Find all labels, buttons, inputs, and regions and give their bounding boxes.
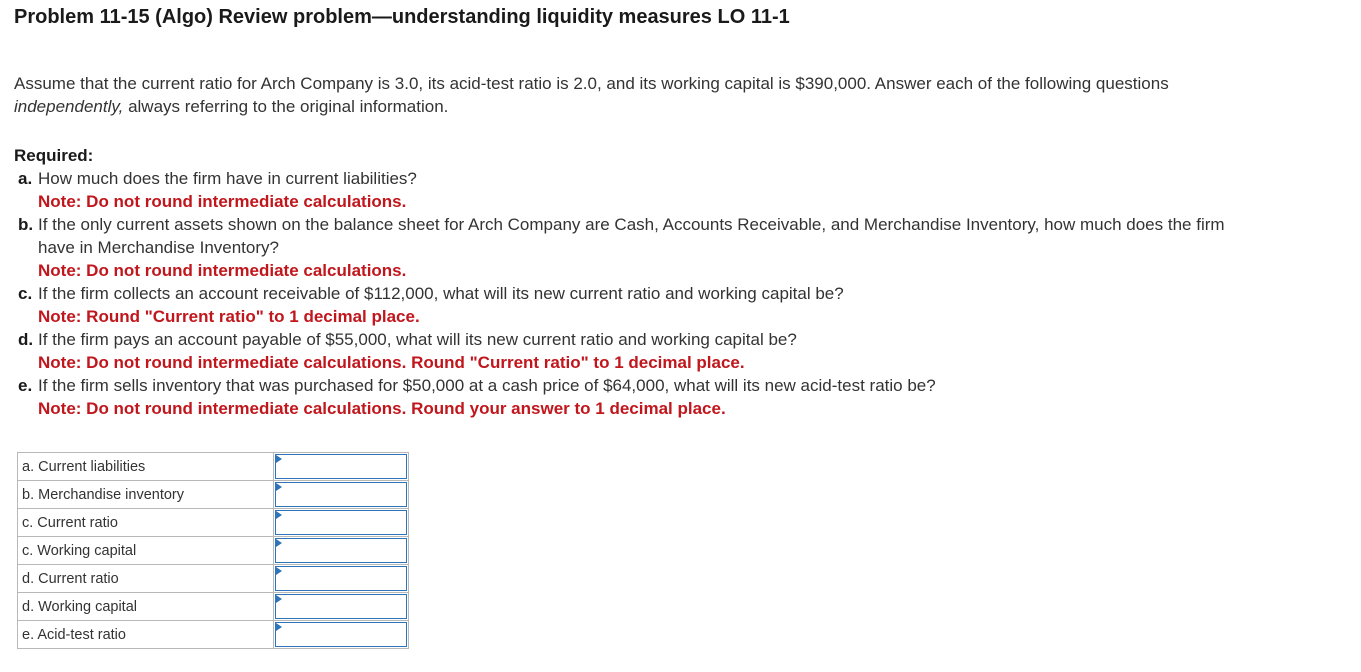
answer-label: c. Working capital — [18, 537, 274, 565]
answer-input-d-current-ratio[interactable] — [276, 567, 406, 590]
answer-cell — [274, 537, 409, 565]
question-note: Note: Do not round intermediate calculations. Round your answer to 1 decimal place. — [38, 399, 726, 418]
answer-input-c-working-capital[interactable] — [276, 539, 406, 562]
question-a — [14, 167, 1264, 213]
answer-row — [18, 453, 409, 481]
required-section — [14, 144, 1264, 420]
input-marker-icon — [276, 539, 282, 547]
answer-input-merchandise-inventory[interactable] — [276, 483, 406, 506]
question-letter: d. — [18, 330, 34, 349]
answer-cell — [274, 621, 409, 649]
problem-intro — [14, 72, 1214, 118]
answer-input-box — [275, 482, 407, 507]
input-marker-icon — [276, 567, 282, 575]
question-b — [14, 213, 1264, 282]
answer-label: a. Current liabilities — [18, 453, 274, 481]
question-note: Note: Do not round intermediate calculations. Round "Current ratio" to 1 decimal place. — [38, 353, 745, 372]
answer-cell — [274, 593, 409, 621]
input-marker-icon — [276, 483, 282, 491]
answer-label: b. Merchandise inventory — [18, 481, 274, 509]
answer-input-box — [275, 538, 407, 563]
answer-cell — [274, 565, 409, 593]
answer-cell — [274, 453, 409, 481]
answer-label: c. Current ratio — [18, 509, 274, 537]
answer-input-e-acid-test-ratio[interactable] — [276, 623, 406, 646]
question-text: If the firm pays an account payable of $55,000, what will its new current ratio and working capital be? — [38, 330, 797, 349]
question-letter: a. — [18, 169, 33, 188]
answer-label: d. Current ratio — [18, 565, 274, 593]
answer-label: e. Acid-test ratio — [18, 621, 274, 649]
input-marker-icon — [276, 595, 282, 603]
answer-input-c-current-ratio[interactable] — [276, 511, 406, 534]
question-text: If the firm sells inventory that was purchased for $50,000 at a cash price of $64,000, what will its new acid-test ratio be? — [38, 376, 936, 395]
input-marker-icon — [276, 623, 282, 631]
question-letter: b. — [18, 215, 34, 234]
answer-cell — [274, 509, 409, 537]
answer-row — [18, 509, 409, 537]
answer-input-current-liabilities[interactable] — [276, 455, 406, 478]
page-title: Problem 11-15 (Algo) Review problem—understanding liquidity measures LO 11-1 — [14, 6, 790, 28]
question-text: If the only current assets shown on the balance sheet for Arch Company are Cash, Accounts Receivable, and Merchandise Inventory, how much does the firm have in Merchandise Inventory? — [38, 215, 1225, 257]
question-note: Note: Do not round intermediate calculations. — [38, 192, 407, 211]
question-note: Note: Round "Current ratio" to 1 decimal place. — [38, 307, 420, 326]
answer-row — [18, 481, 409, 509]
answer-row — [18, 621, 409, 649]
question-e — [14, 374, 1264, 420]
question-text: If the firm collects an account receivable of $112,000, what will its new current ratio and working capital be? — [38, 284, 844, 303]
answer-input-box — [275, 510, 407, 535]
answer-row — [18, 593, 409, 621]
answer-input-d-working-capital[interactable] — [276, 595, 406, 618]
intro-text: Assume that the current ratio for Arch Company is 3.0, its acid-test ratio is 2.0, and its working capital is $390,000. Answer each of the following questions — [14, 74, 1169, 93]
intro-text-end: always referring to the original information. — [123, 97, 449, 116]
input-marker-icon — [276, 455, 282, 463]
answer-input-box — [275, 622, 407, 647]
answer-input-box — [275, 566, 407, 591]
required-heading: Required: — [14, 146, 94, 165]
answer-input-box — [275, 454, 407, 479]
intro-italic-text: independently, — [14, 97, 124, 116]
answer-row — [18, 537, 409, 565]
answer-cell — [274, 481, 409, 509]
question-d — [14, 328, 1264, 374]
input-marker-icon — [276, 511, 282, 519]
answer-label: d. Working capital — [18, 593, 274, 621]
question-text: How much does the firm have in current liabilities? — [38, 169, 417, 188]
question-letter: c. — [18, 284, 33, 303]
question-note: Note: Do not round intermediate calculations. — [38, 261, 407, 280]
answer-table — [17, 452, 409, 649]
answer-input-box — [275, 594, 407, 619]
question-letter: e. — [18, 376, 33, 395]
answer-row — [18, 565, 409, 593]
question-c — [14, 282, 1264, 328]
